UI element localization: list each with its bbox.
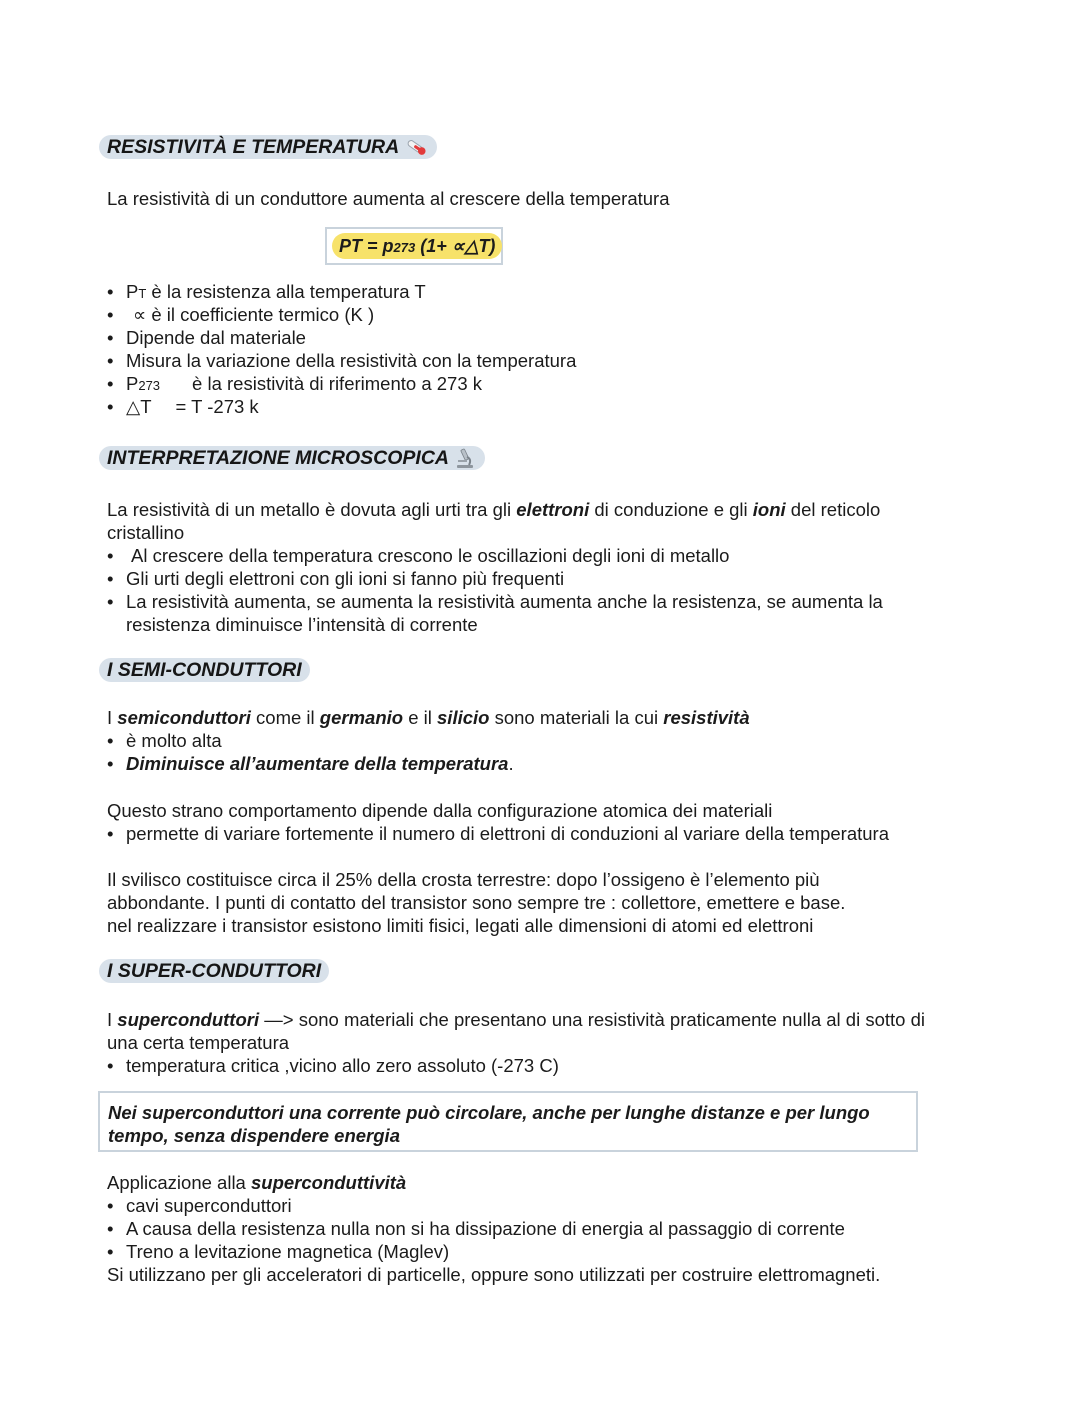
bullet: • xyxy=(107,823,114,844)
heading-text: I SUPER-CONDUTTORI xyxy=(107,960,322,982)
list-item-text: Dipende dal materiale xyxy=(126,327,306,348)
formula-part: PT = p xyxy=(339,236,394,256)
bullet: • xyxy=(107,1055,114,1076)
bullet: • xyxy=(107,327,114,348)
bullet: • xyxy=(107,281,114,302)
text: I xyxy=(107,1009,118,1030)
heading-semi-conduttori xyxy=(99,658,310,682)
paragraph xyxy=(107,1171,406,1194)
list-item-text: Gli urti degli elettroni con gli ioni si fanno più frequenti xyxy=(126,568,565,589)
bullet: • xyxy=(107,1218,114,1239)
subscript: T xyxy=(138,286,147,301)
formula xyxy=(332,233,502,259)
paragraph-line: una certa temperatura xyxy=(107,1032,290,1053)
text: . xyxy=(508,753,514,774)
heading-interpretazione-microscopica xyxy=(99,446,485,470)
paragraph xyxy=(107,498,880,521)
list-item-text: La resistività aumenta, se aumenta la resistività aumenta anche la resistenza, se aumenta la xyxy=(126,591,883,612)
text: sono materiali la cui xyxy=(489,707,664,728)
bullet: • xyxy=(107,396,114,417)
highlight-box xyxy=(98,1091,918,1152)
list-item-text: cavi superconduttori xyxy=(126,1195,292,1216)
paragraph xyxy=(107,1008,925,1031)
text: I xyxy=(107,707,118,728)
bullet: • xyxy=(107,350,114,371)
heading-super-conduttori xyxy=(99,959,329,983)
heading-text: INTERPRETAZIONE MICROSCOPICA xyxy=(107,447,449,469)
list-item-text: ∝ è il coefficiente termico (K ) xyxy=(133,304,375,325)
list-item-text xyxy=(126,372,482,397)
bullet: • xyxy=(107,753,114,774)
list-item-text xyxy=(126,280,426,305)
bullet: • xyxy=(107,730,114,751)
paragraph xyxy=(107,706,750,729)
list-item-text xyxy=(126,752,514,775)
bullet: • xyxy=(107,1241,114,1262)
paragraph-line: Si utilizzano per gli acceleratori di particelle, oppure sono utilizzati per costruire elettromagneti. xyxy=(107,1264,881,1285)
bullet: • xyxy=(107,591,114,612)
emphasis: ioni xyxy=(752,499,786,520)
list-item-continuation: resistenza diminuisce l’intensità di corrente xyxy=(126,614,478,635)
heading-text: I SEMI-CONDUTTORI xyxy=(107,659,302,681)
highlight-line: Nei superconduttori una corrente può circolare, anche per lunghe distanze e per lungo xyxy=(108,1102,870,1123)
emphasis: germanio xyxy=(319,707,404,728)
text: di conduzione e gli xyxy=(589,499,753,520)
emphasis: Diminuisce all’aumentare della temperatura xyxy=(126,753,509,774)
formula-box xyxy=(325,227,503,265)
text: e il xyxy=(403,707,438,728)
subscript: 273 xyxy=(138,378,161,393)
emphasis: silicio xyxy=(437,707,490,728)
list-item-text: Treno a levitazione magnetica (Maglev) xyxy=(126,1241,450,1262)
heading-resistivita-temperatura xyxy=(99,135,437,159)
text: come il xyxy=(250,707,320,728)
list-item-text: permette di variare fortemente il numero di elettroni di conduzioni al variare della temperatura xyxy=(126,823,889,844)
text: —> sono materiali che presentano una resistività praticamente nulla al di sotto di xyxy=(259,1009,925,1030)
text: del reticolo xyxy=(785,499,881,520)
list-item-text: temperatura critica ,vicino allo zero assoluto (-273 C) xyxy=(126,1055,559,1076)
bullet: • xyxy=(107,568,114,589)
paragraph-line: nel realizzare i transistor esistono limiti fisici, legati alle dimensioni di atomi ed elettroni xyxy=(107,915,814,936)
list-item-text: A causa della resistenza nulla non si ha dissipazione di energia al passaggio di corrente xyxy=(126,1218,845,1239)
intro-text: La resistività di un conduttore aumenta al crescere della temperatura xyxy=(107,188,670,209)
text: Applicazione alla xyxy=(107,1172,251,1193)
paragraph-line: abbondante. I punti di contatto del transistor sono sempre tre : collettore, emettere e base. xyxy=(107,892,846,913)
list-item-text: Misura la variazione della resistività con la temperatura xyxy=(126,350,577,371)
emphasis: superconduttività xyxy=(250,1172,407,1193)
symbol: △T xyxy=(126,396,152,417)
text: = T -273 k xyxy=(175,396,259,417)
list-item-text: è molto alta xyxy=(126,730,222,751)
paragraph: Questo strano comportamento dipende dalla configurazione atomica dei materiali xyxy=(107,800,773,821)
bullet: • xyxy=(107,545,114,566)
highlight-line: tempo, senza dispendere energia xyxy=(108,1125,400,1146)
text: è la resistività di riferimento a 273 k xyxy=(192,373,483,394)
heading-text: RESISTIVITÀ E TEMPERATURA xyxy=(107,136,400,158)
emphasis: semiconduttori xyxy=(117,707,251,728)
text: La resistività di un metallo è dovuta agli urti tra gli xyxy=(107,499,517,520)
symbol: P xyxy=(126,373,139,394)
emphasis: resistività xyxy=(663,707,750,728)
formula-subscript: 273 xyxy=(393,240,416,255)
emphasis: superconduttori xyxy=(117,1009,260,1030)
formula-part: (1+ ∝△T) xyxy=(415,236,496,256)
paragraph-line: Il svilisco costituisce circa il 25% della crosta terrestre: dopo l’ossigeno è l’elemento più xyxy=(107,869,820,890)
bullet: • xyxy=(107,304,114,325)
microscope-icon xyxy=(453,447,477,469)
text: è la resistenza alla temperatura T xyxy=(146,281,426,302)
bullet: • xyxy=(107,373,114,394)
thermometer-icon xyxy=(403,137,429,157)
list-item-text: Al crescere della temperatura crescono le oscillazioni degli ioni di metallo xyxy=(131,545,730,566)
bullet: • xyxy=(107,1195,114,1216)
symbol: P xyxy=(126,281,139,302)
paragraph-line: cristallino xyxy=(107,522,185,543)
emphasis: elettroni xyxy=(516,499,590,520)
list-item-text xyxy=(126,395,259,418)
